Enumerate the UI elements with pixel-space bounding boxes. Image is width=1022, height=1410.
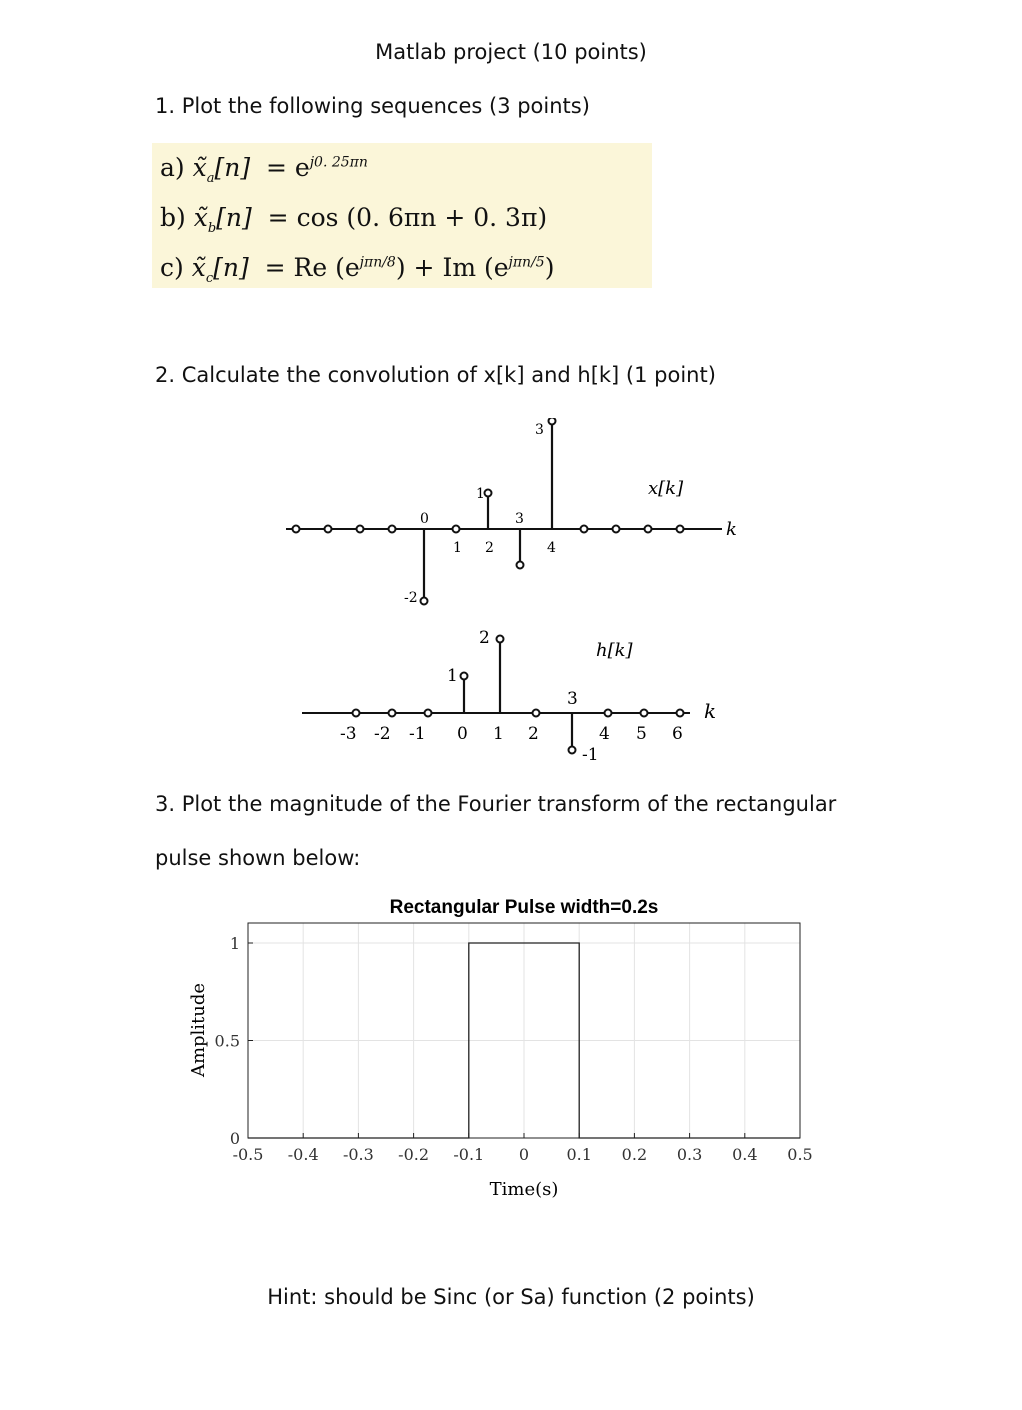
x-tick-label: 3: [515, 511, 524, 527]
h-axis-label: k: [704, 699, 717, 723]
h-tick-label: -3: [340, 724, 357, 744]
x-tick-label: 2: [485, 540, 494, 556]
y-tick-label: 1: [229, 934, 240, 953]
h-sequence-stem-plot: [300, 622, 740, 772]
x-value-label: -2: [404, 590, 418, 606]
stem-marker: [497, 636, 504, 643]
page-title: Matlab project (10 points): [375, 40, 647, 64]
x-tick-label: -0.4: [287, 1145, 319, 1164]
x-value-label: 3: [535, 422, 544, 438]
h-name-label: h[k]: [596, 640, 633, 661]
h-value-label: -1: [582, 745, 599, 765]
x-tick-label: -0.2: [398, 1145, 430, 1164]
x-tick-label: 0.1: [566, 1145, 592, 1164]
h-tick-label: 6: [672, 724, 683, 744]
h-tick-label: -1: [409, 724, 426, 744]
question-2-heading: 2. Calculate the convolution of x[k] and h[k] (1 point): [155, 363, 716, 387]
stem-marker: [605, 710, 612, 717]
h-tick-label: 1: [493, 724, 504, 744]
question-3-heading-line1: 3. Plot the magnitude of the Fourier transform of the rectangular: [155, 792, 837, 816]
x-sequence-stem-plot: [280, 418, 760, 608]
x-tick-label: -0.3: [342, 1145, 374, 1164]
y-axis-title: Amplitude: [188, 982, 209, 1078]
stem-marker: [389, 526, 396, 533]
x-axis-title: Time(s): [489, 1179, 559, 1200]
x-tick-label: 0.4: [732, 1145, 758, 1164]
question-3-heading-line2: pulse shown below:: [155, 846, 361, 870]
x-tick-label: 0.2: [621, 1145, 648, 1164]
y-tick-label: 0.5: [214, 1031, 240, 1051]
x-tick-label: -0.5: [232, 1145, 264, 1164]
stem-marker: [325, 526, 332, 533]
x-tick-label: 0.3: [676, 1145, 703, 1164]
h-tick-label: 5: [636, 724, 647, 744]
x-name-label: x[k]: [648, 478, 684, 499]
h-value-label: 1: [447, 666, 458, 686]
stem-marker: [677, 526, 684, 533]
stem-marker: [461, 673, 468, 680]
x-value-label: 1: [476, 486, 485, 502]
stem-marker: [677, 710, 684, 717]
stem-marker: [353, 710, 360, 717]
stem-marker: [569, 747, 576, 754]
h-value-label: 2: [479, 628, 490, 648]
x-tick-label: 0.5: [787, 1145, 813, 1164]
stem-marker: [517, 562, 524, 569]
stem-marker: [453, 526, 460, 533]
stem-marker: [549, 418, 556, 425]
stem-marker: [645, 526, 652, 533]
formula-a: a) $x̃_a[n] = e^{j0. 25\pi n}$: [160, 153, 368, 186]
x-tick-label: 4: [547, 540, 556, 556]
chart-title: Rectangular Pulse width=0.2s: [389, 897, 659, 918]
stem-marker: [581, 526, 588, 533]
h-tick-label: 0: [457, 724, 468, 744]
h-value-label: 3: [567, 689, 578, 709]
stem-marker: [613, 526, 620, 533]
x-tick-label: 0: [518, 1145, 530, 1164]
stem-marker: [425, 710, 432, 717]
y-tick-label: 0: [229, 1129, 240, 1148]
stem-marker: [533, 710, 540, 717]
h-tick-label: 2: [528, 724, 539, 744]
question-1-heading: 1. Plot the following sequences (3 points): [155, 94, 590, 118]
sequence-formulas: [152, 143, 652, 288]
x-tick-label: -0.1: [453, 1145, 485, 1164]
stem-marker: [293, 526, 300, 533]
h-tick-label: -2: [374, 724, 391, 744]
formula-c: c) $x̃_c[n] = Re$ $(e^{j\pi n/8}) + Im$ $(e^{j\pi n/5})$: [160, 253, 555, 286]
stem-marker: [357, 526, 364, 533]
h-tick-label: 4: [599, 724, 610, 744]
stem-marker: [421, 598, 428, 605]
hint-text: Hint: should be Sinc (or Sa) function (2 points): [267, 1285, 755, 1309]
rectangular-pulse-chart: [170, 885, 870, 1215]
x-tick-label: 1: [453, 540, 462, 556]
stem-marker: [389, 710, 396, 717]
stem-marker: [485, 490, 492, 497]
x-tick-label: 0: [420, 511, 429, 527]
formula-b: b) $x̃_b[n] = \cos (0$. 6πn + 0. 3π): [160, 203, 548, 236]
x-axis-label: k: [726, 519, 737, 540]
stem-marker: [641, 710, 648, 717]
